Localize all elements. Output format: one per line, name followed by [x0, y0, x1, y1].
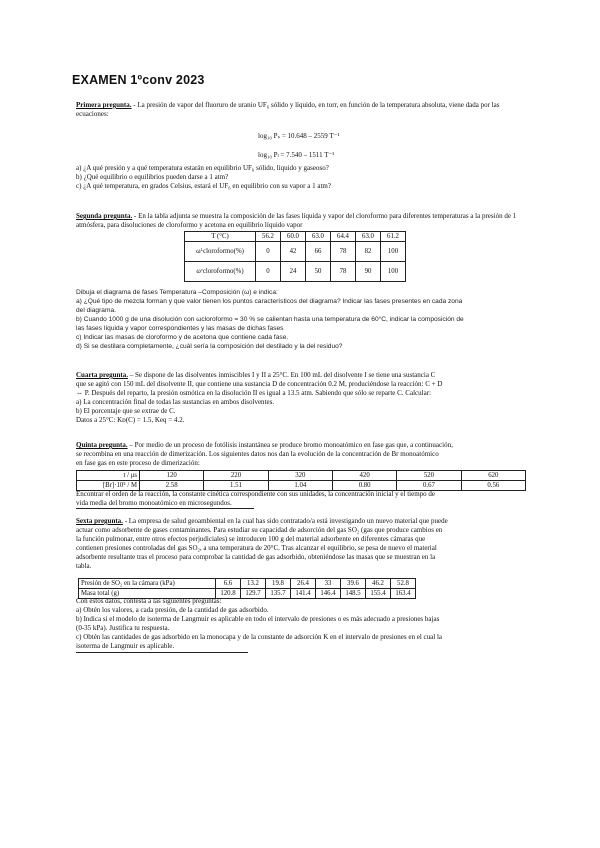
question-5-line: Quinta pregunta. – Por medio de un proceso de fotólisis instantánea se produce bromo monoatómico en fase gas que, a continuación, — [76, 441, 453, 449]
question-2-line: del diagrama. — [76, 307, 116, 314]
question-2-line: a) ¿Qué tipo de mezcla forman y que valor tienen los puntos característicos del diagrama? Indicar las fases presentes en cada zona — [76, 298, 463, 305]
table-cell: 6.6 — [216, 579, 241, 589]
table-cell: 155.4 — [366, 589, 391, 599]
table-cell: 60.0 — [281, 232, 306, 242]
question-2-parts — [76, 288, 526, 351]
question-1-heading: Primera pregunta. — [76, 101, 132, 109]
question-6-line: a) Obtén los valores, a cada presión, de la cantidad de gas adsorbido. — [76, 606, 269, 614]
question-2-line: b) Cuando 1000 g de una disolución con ωcloroformo = 30 % se calientan hasta una temperatura de 60°C, indicar la composición de — [76, 316, 464, 323]
question-6-line: (0-35 kPa). Justifica tu respuesta. — [76, 624, 170, 632]
table-cell: 78 — [331, 242, 356, 262]
question-5-line: en fase gas en este proceso de dimerización: — [76, 459, 200, 467]
table-cell: 39.6 — [341, 579, 366, 589]
table-cell: 0.80 — [332, 481, 396, 491]
table-cell: 0 — [256, 242, 281, 262]
question-6-line: actuar como adsorbente de gases contaminantes. Para estudiar su capacidad de adsorción del gas SO₂ (gas que produce cambios en — [76, 526, 443, 534]
table-cell: 66 — [306, 242, 331, 262]
question-1-parts — [76, 164, 526, 191]
table-row — [79, 579, 416, 589]
table-cell: 82 — [356, 242, 381, 262]
table-cell: 46.2 — [366, 579, 391, 589]
table-cell: 19.8 — [266, 579, 291, 589]
question-2-line: Dibuja el diagrama de fases Temperatura –Composición (ω) e indica: — [76, 289, 278, 296]
table-cell: 100 — [381, 242, 406, 262]
table-cell: 90 — [356, 262, 381, 282]
question-2-line: d) Si se destilara completamente, ¿cuál sería la composición del destilado y la del residuo? — [76, 343, 343, 350]
question-6-line: Con estos datos, contesta a las siguientes preguntas: — [76, 597, 222, 605]
table-cell: T (°C) — [185, 232, 256, 242]
exam-title: EXAMEN 1ºconv 2023 — [72, 73, 205, 87]
question-5-task — [76, 490, 526, 508]
question-5-line: vida media del bromo monoatómico en microsegundos. — [76, 499, 232, 507]
underline — [76, 652, 248, 653]
equation-liquid: log₁₀ Pₗ = 7.540 – 1511 T⁻¹ — [258, 151, 335, 159]
table-cell: 148.5 — [341, 589, 366, 599]
table-row — [77, 481, 526, 491]
equation-solid: log₁₀ Pₛ = 10.648 – 2559 T⁻¹ — [258, 132, 340, 140]
question-6-line: b) Indica si el modelo de isoterma de Langmuir es aplicable en todo el intervalo de presiones o es más adecuado a presiones bajas — [76, 615, 440, 623]
question-5-line: se recombina en una reacción de dimerización. Los siguientes datos nos dan la evolución de la concentración de Br monoatómico — [76, 450, 439, 458]
table-cell: [Br]·10⁵ / M — [77, 481, 140, 491]
question-2-line: las fases líquida y vapor correspondientes y las masas de dichas fases — [76, 325, 284, 332]
table-row — [77, 471, 526, 481]
question-6-line: tabla. — [76, 562, 92, 570]
table-cell: 52.8 — [391, 579, 416, 589]
table-row — [185, 242, 406, 262]
table-row — [185, 262, 406, 282]
table-cell: 0.56 — [461, 481, 525, 491]
table-cell: 320 — [268, 471, 332, 481]
question-2 — [76, 212, 526, 230]
table-cell: 78 — [331, 262, 356, 282]
table-cell: 63.0 — [356, 232, 381, 242]
table-cell: 63.0 — [306, 232, 331, 242]
question-4-line: a) La concentración final de todas las sustancias en ambos disolventes. — [76, 398, 275, 406]
table-cell: 120 — [140, 471, 204, 481]
table-cell: 64.4 — [331, 232, 356, 242]
table-cell: 141.4 — [291, 589, 316, 599]
question-6-line: isoterma de Langmuir es aplicable. — [76, 642, 175, 650]
table-cell: t / μs — [77, 471, 140, 481]
table-cell: 61.2 — [381, 232, 406, 242]
table-cell: ωᵛcloroformo(%) — [185, 262, 256, 282]
table-cell: 129.7 — [241, 589, 266, 599]
question-4-line: Datos a 25°C: Kᴅ(C) = 1.5, Keq = 4.2. — [76, 416, 185, 424]
question-5-line: Encontrar el orden de la reacción, la constante cinética correspondiente con sus unidades, la concentración inicial y el tiempo de — [76, 490, 435, 498]
question-1-part-a: a) ¿A qué presión y a qué temperatura estarán en equilibrio UF₆ sólido, líquido y gaseoso? — [76, 164, 329, 172]
table-cell: Presión de SO₂ en la cámara (kPa) — [79, 579, 216, 589]
question-4-line: ⇔ P. Después del reparto, la presión osmótica en la disolución II es igual a 13.5 atm. Sabiendo que sólo se reparte C. Calcular: — [76, 389, 431, 397]
composition-table — [184, 231, 406, 282]
question-1-part-c: c) ¿A qué temperatura, en grados Celsius, estará el UF₆ en equilibrio con su vapor a 1 atm? — [76, 182, 331, 190]
table-cell: 0.67 — [397, 481, 461, 491]
table-cell: 56.2 — [256, 232, 281, 242]
question-2-heading: Segunda pregunta. — [76, 212, 133, 220]
table-cell: 0 — [256, 262, 281, 282]
question-4-heading: Cuarta pregunta. — [76, 371, 128, 379]
question-6-line: c) Obtén las cantidades de gas adsorbido en la monocapa y de la constante de adsorción K en el intervalo de presiones en el cual la — [76, 633, 443, 641]
question-1 — [76, 101, 526, 119]
table-cell: 163.4 — [391, 589, 416, 599]
question-1-part-b: b) ¿Qué equilibrio o equilibrios pueden darse a 1 atm? — [76, 173, 229, 181]
question-6-heading: Sexta pregunta. — [76, 517, 123, 525]
table-cell: 146.4 — [316, 589, 341, 599]
question-5 — [76, 441, 526, 468]
table-row — [185, 232, 406, 242]
table-cell: 120.8 — [216, 589, 241, 599]
table-cell: 1.51 — [204, 481, 268, 491]
question-6-line: la función pulmonar, entre otros efectos perjudiciales) se introducen 100 g del material adsorbente en diferentes cámaras que — [76, 535, 426, 543]
question-5-heading: Quinta pregunta. — [76, 441, 128, 449]
table-cell: 420 — [332, 471, 396, 481]
question-1-intro: Primera pregunta. - La presión de vapor del fluoruro de uranio UF₆ sólido y líquido, en torr, en función de la temperatura absoluta, viene dada por las ecuaciones: — [76, 101, 500, 118]
bromine-table — [76, 470, 526, 491]
table-cell: 220 — [204, 471, 268, 481]
question-6 — [76, 517, 526, 571]
table-cell: 33 — [316, 579, 341, 589]
question-6-parts — [76, 597, 526, 651]
table-cell: 42 — [281, 242, 306, 262]
table-cell: ωᴸcloroformo(%) — [185, 242, 256, 262]
table-cell: 13.2 — [241, 579, 266, 589]
table-cell: 100 — [381, 262, 406, 282]
question-6-line: Sexta pregunta. - La empresa de salud geoambiental en la cual has sido contratado/a está investigando un nuevo material que puede — [76, 517, 448, 525]
table-cell: 135.7 — [266, 589, 291, 599]
table-cell: 24 — [281, 262, 306, 282]
table-cell: 620 — [461, 471, 525, 481]
table-cell: 2.58 — [140, 481, 204, 491]
question-4 — [76, 371, 526, 425]
table-cell: 1.04 — [268, 481, 332, 491]
table-cell: 50 — [306, 262, 331, 282]
question-4-line: que se agitó con 150 mL del disolvente II, que contiene una sustancia D de concentración 0.2 M, produciéndose la reacción: C + D — [76, 380, 443, 388]
question-6-line: contienen presiones controladas del gas SO₂, a una temperatura de 20°C. Tras alcanzar el equilibrio, se pesa de nuevo el material — [76, 544, 437, 552]
question-2-intro: Segunda pregunta. - En la tabla adjunta se muestra la composición de las fases líquida y vapor del cloroformo para diferentes temperaturas a la presión de 1 atmósfera, para disoluciones de cloroformo y acetona en equilibrio líquido vapor — [76, 212, 517, 229]
question-6-line: adsorbente resultante tras el proceso para comprobar la cantidad de gas adsorbido, obteniéndose las masas que se muestran en la — [76, 553, 436, 561]
question-2-line: c) Indicar las masas de cloroformo y de acetona que contiene cada fase. — [76, 334, 289, 341]
question-4-line: Cuarta pregunta. – Se dispone de las disolventes inmiscibles I y II a 25°C. En 100 mL del disolvente I se tiene una sustancia C — [76, 371, 436, 379]
table-cell: 520 — [397, 471, 461, 481]
table-cell: Masa total (g) — [79, 589, 216, 599]
adsorption-table — [78, 578, 416, 599]
table-cell: 26.4 — [291, 579, 316, 589]
question-4-line: b) El porcentaje que se extrae de C. — [76, 407, 176, 415]
underline — [76, 508, 254, 509]
